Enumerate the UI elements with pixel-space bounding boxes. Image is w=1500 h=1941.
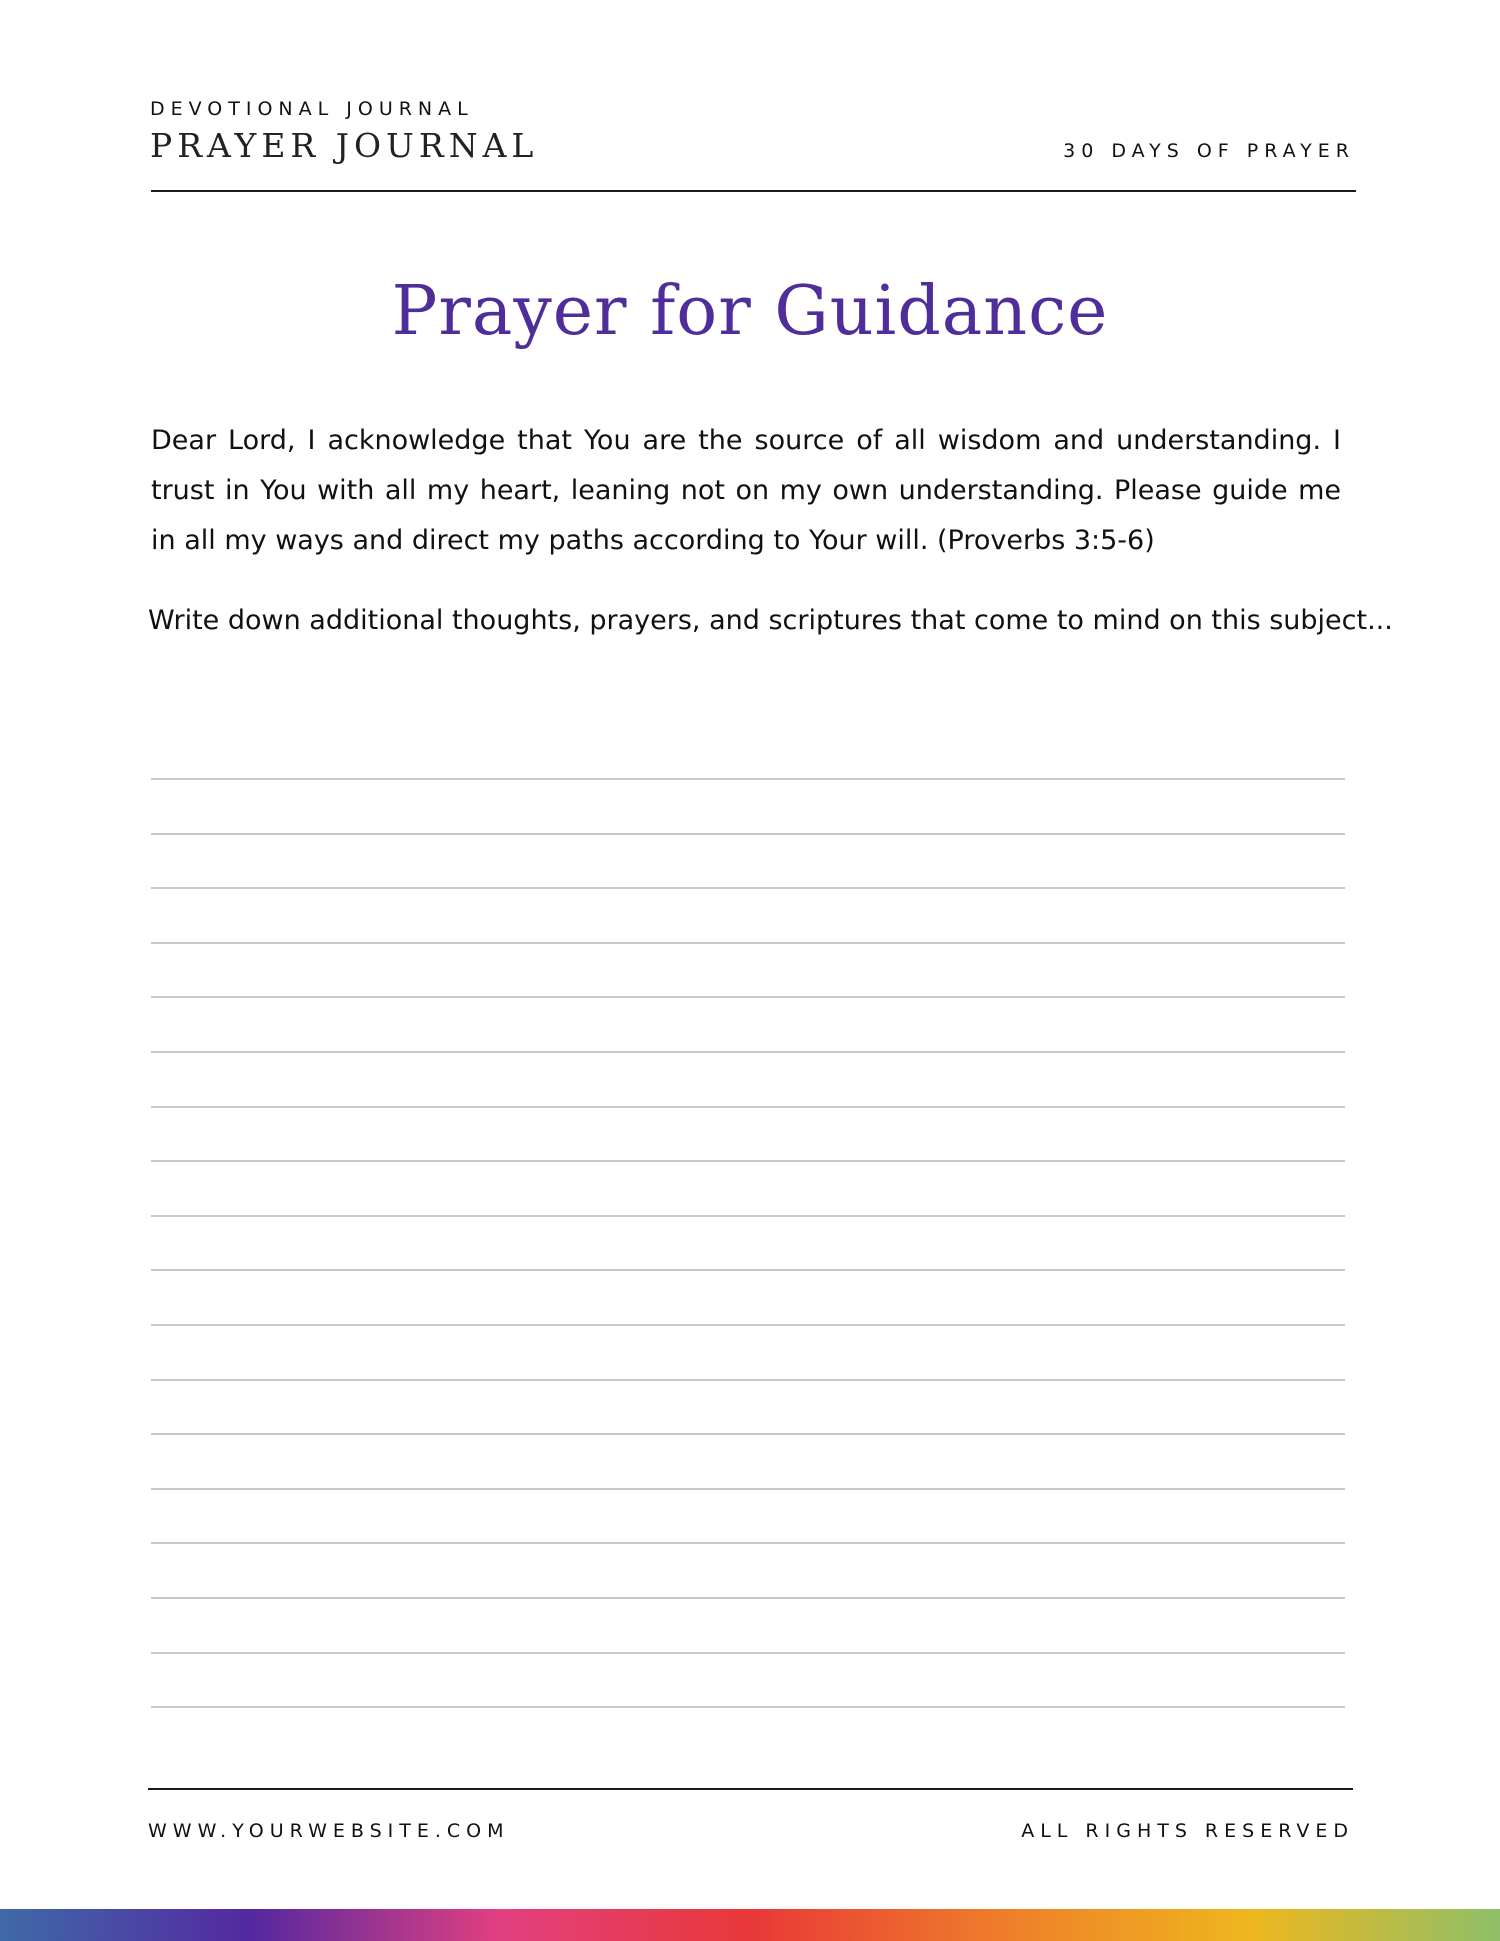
prayer-text: Dear Lord, I acknowledge that You are the source of all wisdom and understanding. I trust in You with all my heart, leaning not on my own understanding. Please guide me in all my ways and direct my paths according to Your will. (Proverbs 3:5-6) [151,425,1341,556]
writing-line [151,996,1345,998]
header-title: PRAYER JOURNAL [150,126,539,165]
footer-website: WWW.YOURWEBSITE.COM [148,1820,510,1842]
header-kicker: DEVOTIONAL JOURNAL [150,98,474,120]
writing-line [151,1106,1345,1108]
writing-line [151,1652,1345,1654]
writing-line [151,1051,1345,1053]
writing-line [151,1269,1345,1271]
rainbow-gradient-bar [0,1909,1500,1941]
header-days-label: 30 DAYS OF PRAYER [1063,140,1355,162]
writing-line [151,1542,1345,1544]
writing-line [151,1379,1345,1381]
writing-line [151,1324,1345,1326]
writing-line [151,833,1345,835]
writing-line [151,778,1345,780]
writing-line [151,887,1345,889]
writing-line [151,1215,1345,1217]
writing-line [151,1433,1345,1435]
writing-area[interactable] [151,778,1345,1761]
header-divider [151,190,1356,192]
footer-rights: ALL RIGHTS RESERVED [1021,1820,1354,1842]
writing-line [151,1706,1345,1708]
page-title: Prayer for Guidance [391,272,1109,351]
writing-line [151,1597,1345,1599]
journal-prompt: Write down additional thoughts, prayers, and scriptures that come to mind on this subject... [148,605,1393,636]
footer-divider [148,1788,1353,1790]
writing-line [151,1160,1345,1162]
writing-line [151,942,1345,944]
writing-line [151,1488,1345,1490]
